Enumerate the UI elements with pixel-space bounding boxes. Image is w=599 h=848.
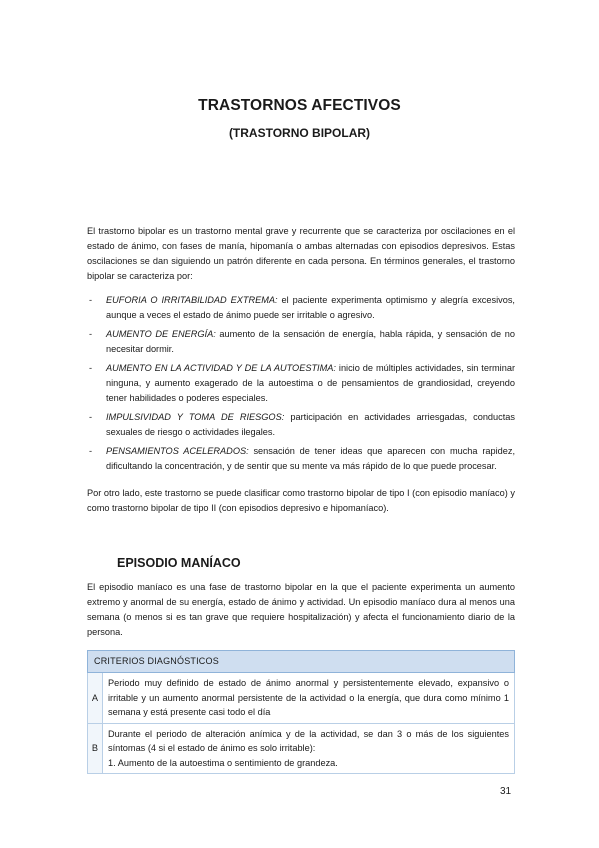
list-item	[87, 361, 515, 406]
list-item-text: el paciente experimenta optimismo y alegría excesivos, aunque a veces el estado de ánimo puede ser irritable o agresivo.	[106, 295, 515, 320]
page-subtitle: (TRASTORNO BIPOLAR)	[228, 126, 371, 140]
table-header-row	[88, 651, 515, 673]
classification-paragraph: Por otro lado, este trastorno se puede clasificar como trastorno bipolar de tipo I (con episodio maníaco) y como trastorno bipolar de tipo II (con episodios depresivo e hipomaníaco).	[87, 488, 515, 513]
dash-bullet: -	[89, 295, 93, 305]
table-row	[88, 723, 515, 774]
criterion-subitem: 1. Aumento de la autoestima o sentimiento de grandeza.	[108, 757, 338, 768]
dash-bullet: -	[89, 329, 93, 339]
criterion-text: Durante el periodo de alteración anímica y de la actividad, se dan 3 o más de los siguientes síntomas (4 si el estado de ánimo es solo irritable):	[108, 728, 509, 753]
list-item-term: PENSAMIENTOS ACELERADOS:	[106, 446, 249, 456]
section-heading: EPISODIO MANÍACO	[117, 556, 241, 570]
criterion-cell	[103, 723, 515, 774]
dash-bullet: -	[89, 363, 93, 373]
list-item	[87, 410, 515, 440]
list-item-term: IMPULSIVIDAD Y TOMA DE RIESGOS:	[106, 412, 285, 422]
list-item	[87, 327, 515, 357]
intro-paragraph: El trastorno bipolar es un trastorno mental grave y recurrente que se caracteriza por oscilaciones en el estado de ánimo, con fases de manía, hipomanía o ambas alternadas con episodios depresivos. Estas oscilaciones se dan siguiendo un patrón diferente en cada persona. En términos generales, el trastorno bipolar se caracteriza por:	[87, 226, 515, 281]
dash-bullet: -	[89, 446, 93, 456]
criterion-text: Periodo muy definido de estado de ánimo anormal y persistentemente elevado, expansivo o irritable y un aumento anormal persistente de la actividad o la energía, que dura como mínimo 1 semana y está presente casi todo el día	[103, 673, 515, 724]
page-title: TRASTORNOS AFECTIVOS	[198, 97, 401, 114]
list-item-term: EUFORIA O IRRITABILIDAD EXTREMA:	[106, 295, 278, 305]
list-item	[87, 293, 515, 323]
characteristics-list	[87, 293, 515, 478]
dash-bullet: -	[89, 412, 93, 422]
page-number: 31	[500, 786, 512, 797]
list-item-text: sensación de tener ideas que aparecen con mucha rapidez, dificultando la concentración, y de sentir que su mente va más rápido de lo que puede procesar.	[106, 446, 516, 471]
list-item-text: inicio de múltiples actividades, sin terminar ninguna, y aumento exagerado de la autoestima o de pensamientos de grandiosidad, creyendo tener habilidades o poderes especiales.	[106, 363, 515, 403]
criteria-table	[87, 650, 515, 774]
criterion-letter: B	[88, 723, 103, 774]
criterion-letter: A	[88, 673, 103, 724]
table-header: CRITERIOS DIAGNÓSTICOS	[88, 651, 515, 673]
table-row	[88, 673, 515, 724]
list-item	[87, 444, 515, 474]
list-item-text: participación en actividades arriesgadas, conductas sexuales de riesgo o actividades ilegales.	[106, 412, 515, 437]
list-item-term: AUMENTO DE ENERGÍA:	[106, 329, 216, 339]
list-item-term: AUMENTO EN LA ACTIVIDAD Y DE LA AUTOESTIMA:	[106, 363, 336, 373]
episode-paragraph: El episodio maníaco es una fase de trastorno bipolar en la que el paciente experimenta un aumento extremo y anormal de su energía, estado de ánimo y actividad. Un episodio maníaco dura al menos una semana (o menos si es tan grave que requiere hospitalización) y afecta el funcionamiento diario de la persona.	[87, 582, 515, 637]
list-item-text: aumento de la sensación de energía, habla rápida, y sensación de no necesitar dormir.	[106, 329, 515, 354]
